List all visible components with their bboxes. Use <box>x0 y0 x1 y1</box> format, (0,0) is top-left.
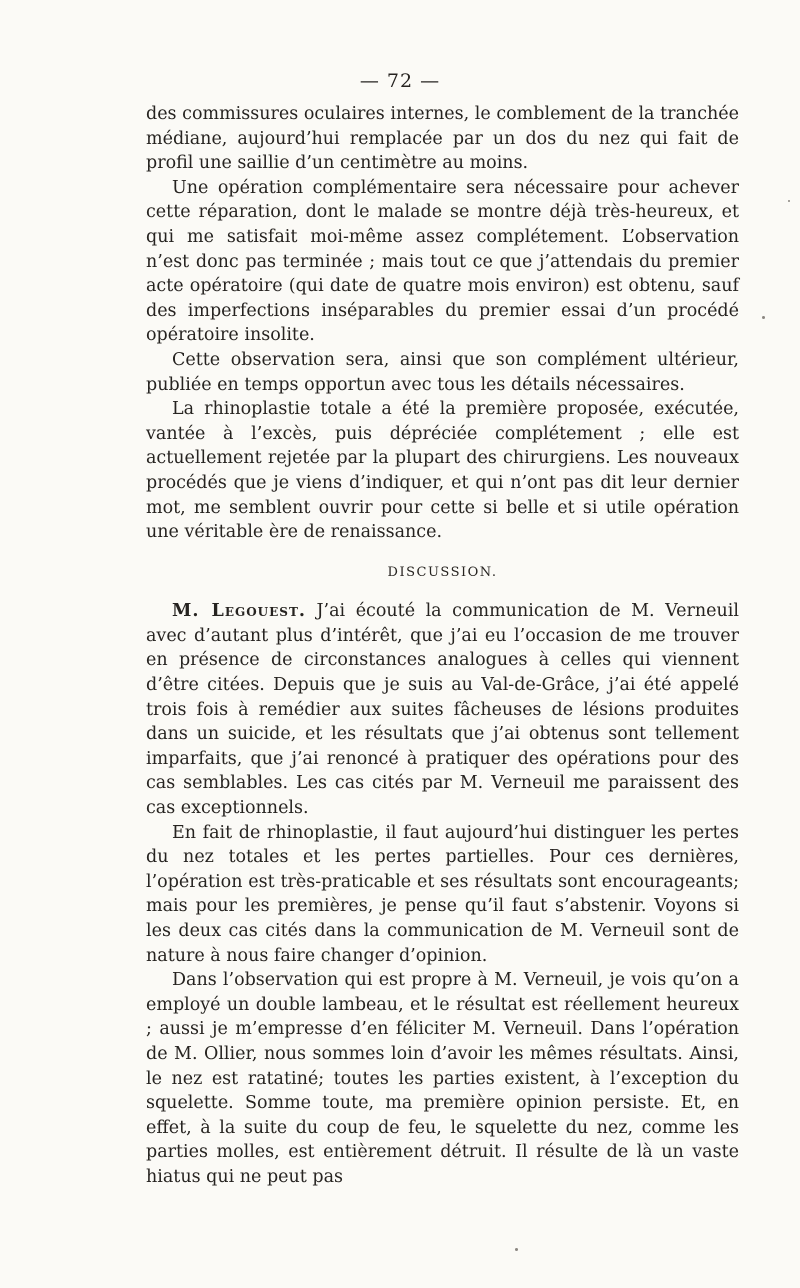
speaker-text: J’ai écouté la communication de M. Verneuil avec d’autant plus d’intérêt, que j’ai eu l’occasion de me trouver en présence de circonstances analogues à celles qui viennent d’être citées. Depuis que je suis au Val-de-Grâce, j’ai été appelé trois fois à remédier aux suites fâcheuses de lésions produites dans un suicide, et les résultats que j’ai obtenus sont tellement imparfaits, que j’ai renoncé à pratiquer des opérations pour des cas semblables. Les cas cités par M. Verneuil me paraissent des cas exceptionnels. <box>146 601 739 819</box>
page-number: — 72 — <box>359 70 441 92</box>
paragraph: Dans l’observation qui est propre à M. Verneuil, je vois qu’on a employé un double lambeau, et le résultat est réellement heureux ; aussi je m’empresse d’en féliciter M. Verneuil. Dans l’opération de M. Ollier, nous sommes loin d’avoir les mêmes résultats. Ainsi, le nez est ratatiné; toutes les parties existent, à l’exception du squelette. Somme toute, ma première opinion persiste. Et, en effet, à la suite du coup de feu, le squelette du nez, comme les parties molles, est entièrement détruit. Il résulte de là un vaste hiatus qui ne peut pas <box>146 970 739 1187</box>
paper-speck <box>762 316 765 319</box>
paragraph: En fait de rhinoplastie, il faut aujourd’hui distinguer les pertes du nez totales et les pertes partielles. Pour ces dernières, l’opération est très-praticable et ses résultats sont encourageants; mais pour les premières, je pense qu’il faut s’abstenir. Voyons si les deux cas cités dans la communication de M. Verneuil sont de nature à nous faire changer d’opinion. <box>146 822 739 966</box>
page-body <box>146 102 739 1190</box>
paper-speck <box>515 1248 518 1251</box>
discussion-paragraph <box>146 599 739 820</box>
paragraph: Une opération complémentaire sera nécessaire pour achever cette réparation, dont le malade se montre déjà très-heureux, et qui me satisfait moi-même assez complétement. L’observation n’est donc pas terminée ; mais tout ce que j’attendais du premier acte opératoire (qui date de quatre mois environ) est obtenu, sauf des imperfections inséparables du premier essai d’un procédé opératoire insolite. <box>146 177 739 346</box>
section-heading: DISCUSSION. <box>387 564 498 580</box>
speaker-name: M. Legouest. <box>172 601 306 622</box>
paragraph: La rhinoplastie totale a été la première proposée, exécutée, vantée à l’excès, puis dépréciée complétement ; elle est actuellement rejetée par la plupart des chirurgiens. Les nouveaux procédés que je viens d’indiquer, et qui n’ont pas dit leur dernier mot, me semblent ouvrir pour cette si belle et si utile opération une véritable ère de renaissance. <box>146 399 739 543</box>
paragraph: Cette observation sera, ainsi que son complément ultérieur, publiée en temps opportun avec tous les détails nécessaires. <box>146 349 739 395</box>
paragraph-continuation: des commissures oculaires internes, le comblement de la tranchée médiane, aujourd’hui remplacée par un dos du nez qui fait de profil une saillie d’un centimètre au moins. <box>146 104 739 174</box>
paper-speck <box>788 200 790 202</box>
